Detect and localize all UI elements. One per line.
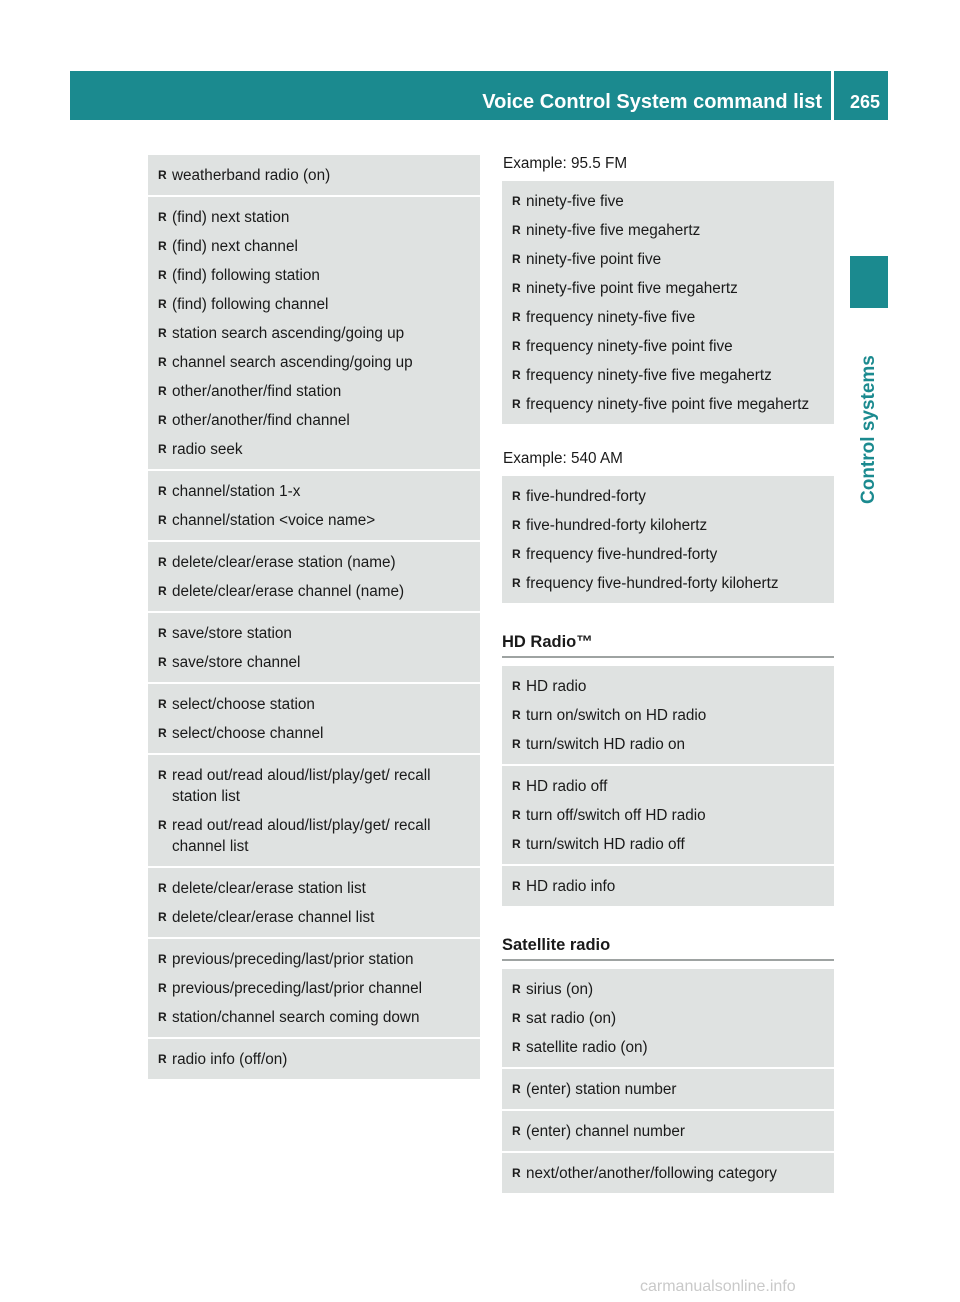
command-item: R HD radio info bbox=[512, 876, 828, 897]
command-group bbox=[148, 613, 480, 684]
command-group bbox=[502, 866, 834, 908]
watermark: carmanualsonline.info bbox=[640, 1278, 796, 1295]
command-item: R frequency five-hundred-forty kilohertz bbox=[512, 573, 828, 594]
command-item: R select/choose channel bbox=[158, 723, 474, 744]
command-item: R channel/station <voice name> bbox=[158, 510, 474, 531]
command-group bbox=[502, 766, 834, 866]
command-group bbox=[148, 1039, 480, 1081]
command-item: R ninety-five point five megahertz bbox=[512, 278, 828, 299]
command-item: R delete/clear/erase station (name) bbox=[158, 552, 474, 573]
command-group bbox=[502, 476, 834, 605]
command-item: R radio info (off/on) bbox=[158, 1049, 474, 1070]
example-am-label: Example: 540 AM bbox=[503, 450, 623, 467]
command-item: R delete/clear/erase channel list bbox=[158, 907, 474, 928]
command-group bbox=[502, 666, 834, 766]
command-item: R HD radio bbox=[512, 676, 828, 697]
command-item: R sat radio (on) bbox=[512, 1008, 828, 1029]
command-item: R (enter) channel number bbox=[512, 1121, 828, 1142]
command-item: R save/store channel bbox=[158, 652, 474, 673]
command-item: R station/channel search coming down bbox=[158, 1007, 474, 1028]
command-group bbox=[148, 471, 480, 542]
section-heading-hd-radio: HD Radio™ bbox=[502, 633, 834, 658]
command-item: R (enter) station number bbox=[512, 1079, 828, 1100]
command-item: R turn off/switch off HD radio bbox=[512, 805, 828, 826]
command-group bbox=[148, 755, 480, 868]
command-item: R frequency ninety-five five bbox=[512, 307, 828, 328]
command-item: R turn/switch HD radio off bbox=[512, 834, 828, 855]
command-item: R frequency five-hundred-forty bbox=[512, 544, 828, 565]
side-tab-marker bbox=[850, 256, 888, 308]
command-item: R turn/switch HD radio on bbox=[512, 734, 828, 755]
example-am-list bbox=[502, 476, 834, 605]
command-item: R read out/read aloud/list/play/get/ recall station list bbox=[158, 765, 474, 807]
example-fm-label: Example: 95.5 FM bbox=[503, 155, 628, 172]
command-item: R turn on/switch on HD radio bbox=[512, 705, 828, 726]
command-item: R (find) next channel bbox=[158, 236, 474, 257]
command-group bbox=[148, 684, 480, 755]
command-item: R read out/read aloud/list/play/get/ recall channel list bbox=[158, 815, 474, 857]
page-number: 265 bbox=[849, 92, 880, 112]
command-group bbox=[502, 1111, 834, 1153]
command-item: R delete/clear/erase channel (name) bbox=[158, 581, 474, 602]
command-item: R satellite radio (on) bbox=[512, 1037, 828, 1058]
command-group bbox=[148, 542, 480, 613]
command-item: R sirius (on) bbox=[512, 979, 828, 1000]
header-divider bbox=[831, 71, 834, 120]
command-group bbox=[148, 197, 480, 471]
command-group bbox=[148, 155, 480, 197]
command-group bbox=[148, 868, 480, 939]
command-item: R frequency ninety-five point five megahertz bbox=[512, 394, 828, 415]
command-group bbox=[148, 939, 480, 1039]
side-tab-label: Control systems bbox=[858, 355, 879, 504]
command-item: R other/another/find channel bbox=[158, 410, 474, 431]
example-fm-list bbox=[502, 181, 834, 426]
command-item: R ninety-five five megahertz bbox=[512, 220, 828, 241]
command-item: R previous/preceding/last/prior channel bbox=[158, 978, 474, 999]
command-item: R frequency ninety-five five megahertz bbox=[512, 365, 828, 386]
command-item: R five-hundred-forty kilohertz bbox=[512, 515, 828, 536]
command-item: R weatherband radio (on) bbox=[158, 165, 474, 186]
command-group bbox=[502, 1069, 834, 1111]
command-item: R (find) following station bbox=[158, 265, 474, 286]
command-group bbox=[502, 181, 834, 426]
left-column bbox=[148, 155, 480, 1081]
command-item: R previous/preceding/last/prior station bbox=[158, 949, 474, 970]
command-item: R next/other/another/following category bbox=[512, 1163, 828, 1184]
command-item: R five-hundred-forty bbox=[512, 486, 828, 507]
command-item: R HD radio off bbox=[512, 776, 828, 797]
right-column bbox=[502, 150, 834, 1195]
command-item: R other/another/find station bbox=[158, 381, 474, 402]
command-item: R channel search ascending/going up bbox=[158, 352, 474, 373]
command-item: R select/choose station bbox=[158, 694, 474, 715]
command-item: R (find) following channel bbox=[158, 294, 474, 315]
command-item: R (find) next station bbox=[158, 207, 474, 228]
hd-radio-list bbox=[502, 666, 834, 908]
command-item: R ninety-five point five bbox=[512, 249, 828, 270]
command-item: R save/store station bbox=[158, 623, 474, 644]
command-item: R ninety-five five bbox=[512, 191, 828, 212]
header-bar bbox=[70, 71, 888, 120]
command-item: R channel/station 1-x bbox=[158, 481, 474, 502]
command-item: R frequency ninety-five point five bbox=[512, 336, 828, 357]
command-group bbox=[502, 969, 834, 1069]
section-heading-satellite-radio: Satellite radio bbox=[502, 936, 834, 961]
command-item: R station search ascending/going up bbox=[158, 323, 474, 344]
command-item: R radio seek bbox=[158, 439, 474, 460]
command-group bbox=[502, 1153, 834, 1195]
page-title: Voice Control System command list bbox=[482, 91, 822, 113]
satellite-radio-list bbox=[502, 969, 834, 1195]
command-item: R delete/clear/erase station list bbox=[158, 878, 474, 899]
